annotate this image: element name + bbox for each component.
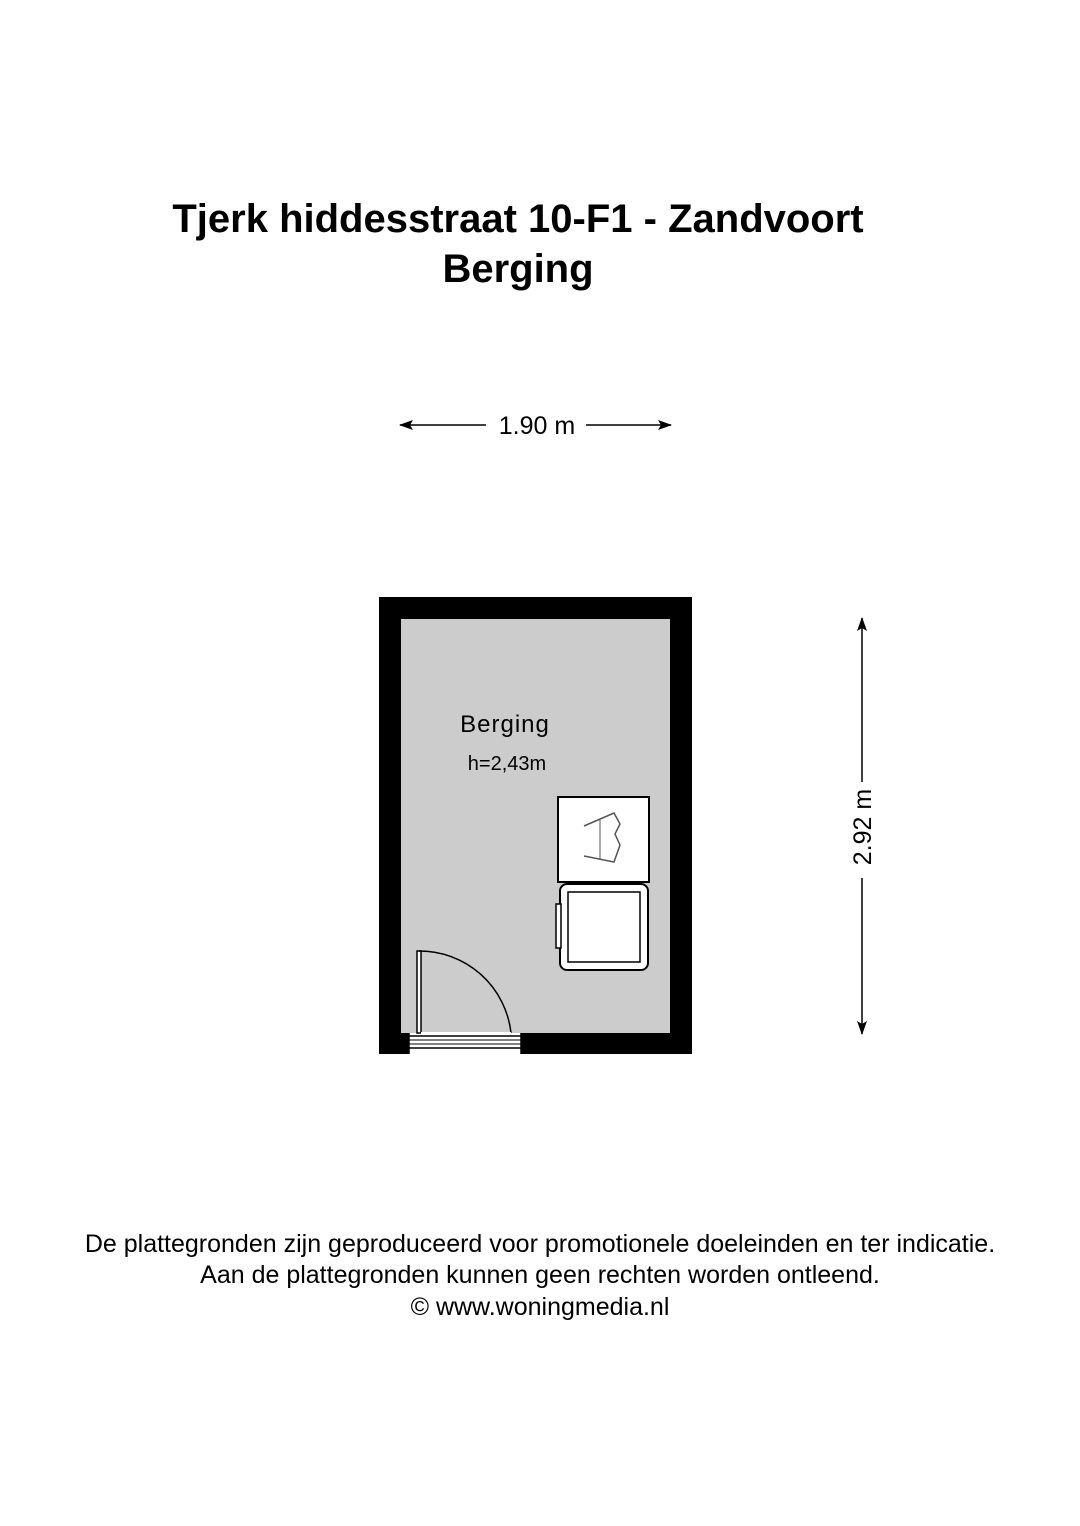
depth-dimension xyxy=(849,618,877,1034)
washing-machine xyxy=(556,884,648,970)
door-threshold xyxy=(409,1033,521,1054)
dryer xyxy=(558,797,649,882)
depth-label: 2.92 m xyxy=(849,788,877,866)
wall-right xyxy=(670,597,692,1054)
wall-top xyxy=(379,597,692,619)
plan-subtitle: Berging xyxy=(442,247,594,291)
washer-door xyxy=(568,892,640,962)
width-label: 1.90 m xyxy=(498,412,576,440)
dryer-body xyxy=(558,797,649,882)
door-leaf xyxy=(417,951,421,1033)
room-height: h=2,43m xyxy=(467,753,547,775)
width-dimension xyxy=(400,412,671,440)
wall-bottom-right xyxy=(521,1033,692,1054)
copyright-line: © www.woningmedia.nl xyxy=(410,1293,670,1321)
wall-left xyxy=(379,597,401,1054)
wall-bottom-left xyxy=(379,1033,409,1054)
plan-title: Tjerk hiddesstraat 10-F1 - Zandvoort xyxy=(172,197,864,241)
disclaimer-line-2: Aan de plattegronden kunnen geen rechten worden ontleend. xyxy=(200,1261,880,1289)
disclaimer-line-1: De plattegronden zijn geproduceerd voor promotionele doeleinden en ter indicatie. xyxy=(84,1230,996,1258)
washer-handle xyxy=(556,904,561,948)
room-name: Berging xyxy=(460,711,550,738)
